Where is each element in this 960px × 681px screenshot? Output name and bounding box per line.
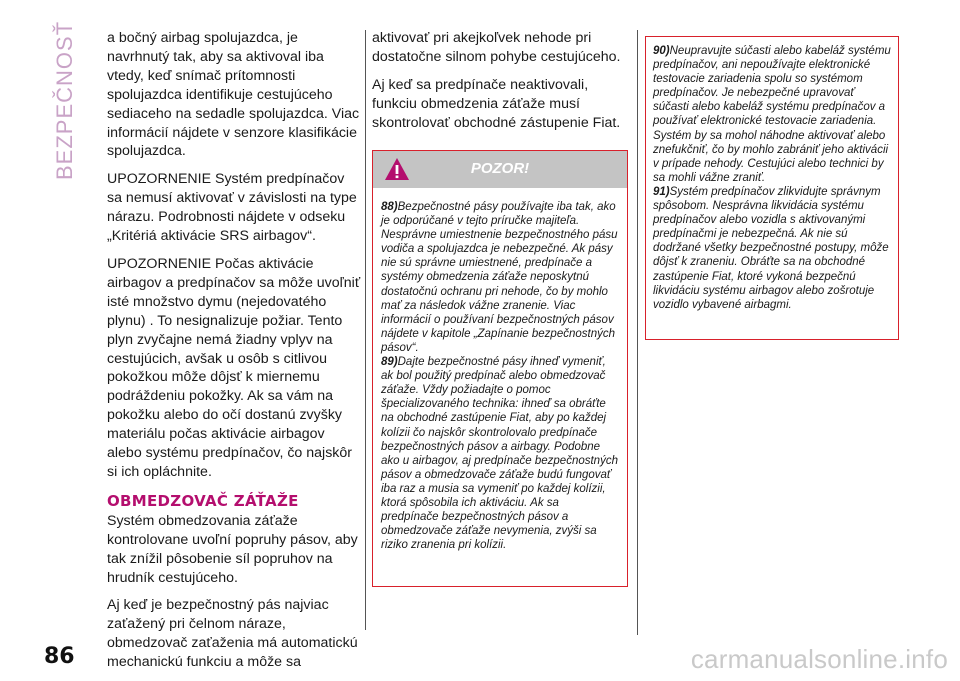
section-heading: OBMEDZOVAČ ZÁŤAŽE bbox=[107, 491, 299, 510]
paragraph: Systém obmedzovania záťaže kontrolovane uvoľní popruhy pásov, aby tak znížil pôsobenie síl popruhov na hrudník cestujúceho. bbox=[107, 512, 358, 586]
warning-box bbox=[372, 150, 628, 587]
warning-title: POZOR! bbox=[470, 160, 530, 177]
paragraph: a bočný airbag spolujazdca, je navrhnutý tak, aby sa aktivoval iba vtedy, keď snímač prítomnosti spolujazdca identifikuje cestujúceho sediaceho na sedadle spolujazdca. Viac informácií nájdete v senzore klasifikácie spolujazdca. bbox=[107, 30, 360, 160]
paragraph: aktivovať pri akejkoľvek nehode pri dostatočne silnom pohybe cestujúceho. bbox=[372, 30, 621, 65]
page-number: 86 bbox=[44, 644, 75, 669]
section-title: BEZPEČNOSŤ bbox=[52, 20, 77, 180]
column-2 bbox=[372, 29, 628, 142]
item-number: 88) bbox=[381, 201, 398, 213]
warning-item bbox=[381, 200, 619, 355]
note-item bbox=[653, 44, 892, 185]
paragraph: Aj keď sa predpínače neaktivovali, funkciu obmedzenia záťaže musí skontrolovať obchodné zástupenie Fiat. bbox=[372, 76, 621, 131]
column-1 bbox=[107, 29, 363, 681]
watermark: carmanualsonline.info bbox=[690, 644, 948, 674]
item-text: Bezpečnostné pásy používajte iba tak, ako je odporúčané v tejto príručke majiteľa. Nesprávne umiestnenie bezpečnostného pásu vodiča a spolujazdca je nebezpečné. Ak pásy nie sú správne umiestnené, predpínače a systémy obmedzenia záťaže neposkytnú dostatočnú ochranu pri nehode, čo by mohlo mať za následok vážne zranenie. Viac informácií o používaní bezpečnostných pásov nájdete v kapitole „Zapínanie bezpečnostných pásov“. bbox=[381, 201, 618, 354]
item-text: Systém predpínačov zlikvidujte správnym spôsobom. Nesprávna likvidácia systému predpínačov alebo vozidla s aktivovanými predpínačmi je nebezpečná. Ak nie sú dodržané všetky bezpečnostné postupy, môže dôjsť k zraneniu. Obráťte sa na obchodné zastúpenie Fiat, ktoré vykoná bezpečnú likvidáciu systému airbagov alebo zošrotuje vozidlo vybavené airbagmi. bbox=[653, 185, 889, 311]
paragraph: UPOZORNENIE Systém predpínačov sa nemusí aktivovať v závislosti na type nárazu. Podrobnosti nájdete v odseku „Kritériá aktivácie SRS airbagov“. bbox=[107, 171, 357, 245]
item-text: Neupravujte súčasti alebo kabeláž systému predpínačov, ani nepoužívajte elektronické testovacie zariadenia spolu so systémom predpínačov. Je nebezpečné upravovať súčasti alebo kabeláž systému predpínačov a používať elektronické testovacie zariadenia. Systém by sa mohol náhodne aktivovať alebo znefukčniť, čo by mohlo zabrániť jeho aktivácii v prípade nehody. Cestujúci alebo technici by sa mohli vážne zraniť. bbox=[653, 45, 891, 184]
paragraph: UPOZORNENIE Počas aktivácie airbagov a predpínačov sa môže uvoľniť isté množstvo dymu (nejedovatého plynu) . To nesignalizuje požiar. Tento plyn zvyčajne nemá žiadny vplyv na cestujúcich, avšak u osôb s citlivou pokožkou môže dôjsť k miernemu podráždeniu pokožky. Ak sa vám na pokožku alebo do očí dostanú zvyšky materiálu počas aktivácie airbagov alebo systému predpínačov, čo najskôr si ich opláchnite. bbox=[107, 255, 361, 480]
item-number: 90) bbox=[653, 45, 670, 57]
note-item bbox=[653, 185, 892, 312]
paragraph: Aj keď je bezpečnostný pás najviac zaťažený pri čelnom náraze, obmedzovač zaťaženia má automatickú mechanickú funkciu a môže sa bbox=[107, 597, 358, 671]
warning-item bbox=[381, 355, 619, 552]
item-number: 91) bbox=[653, 185, 670, 198]
column-divider bbox=[365, 30, 366, 630]
notes-box bbox=[645, 36, 899, 340]
item-number: 89) bbox=[381, 356, 398, 369]
item-text: Dajte bezpečnostné pásy ihneď vymeniť, ak bol použitý predpínač alebo obmedzovač záťaže. Vždy požiadajte o pomoc špecializovaného technika: ihneď sa obráťte na obchodné zastúpenie Fiat, aby po každej kolízii čo najskôr skontrolovalo predpínače bezpečnostných pásov a airbagy. Podobne ako u airbagov, aj predpínače bezpečnostných pásov a obmedzovače záťaže budú fungovať iba raz a musia sa vymeniť po každej kolízii, ktorá spôsobila ich aktiváciu. Ak sa predpínače bezpečnostných pásov a obmedzovače záťaže nevymenia, zvýši sa riziko zranenia pri kolízii. bbox=[381, 356, 618, 552]
column-divider bbox=[637, 30, 638, 635]
notes-body bbox=[646, 37, 898, 312]
warning-header bbox=[373, 151, 627, 188]
warning-body bbox=[373, 188, 627, 552]
